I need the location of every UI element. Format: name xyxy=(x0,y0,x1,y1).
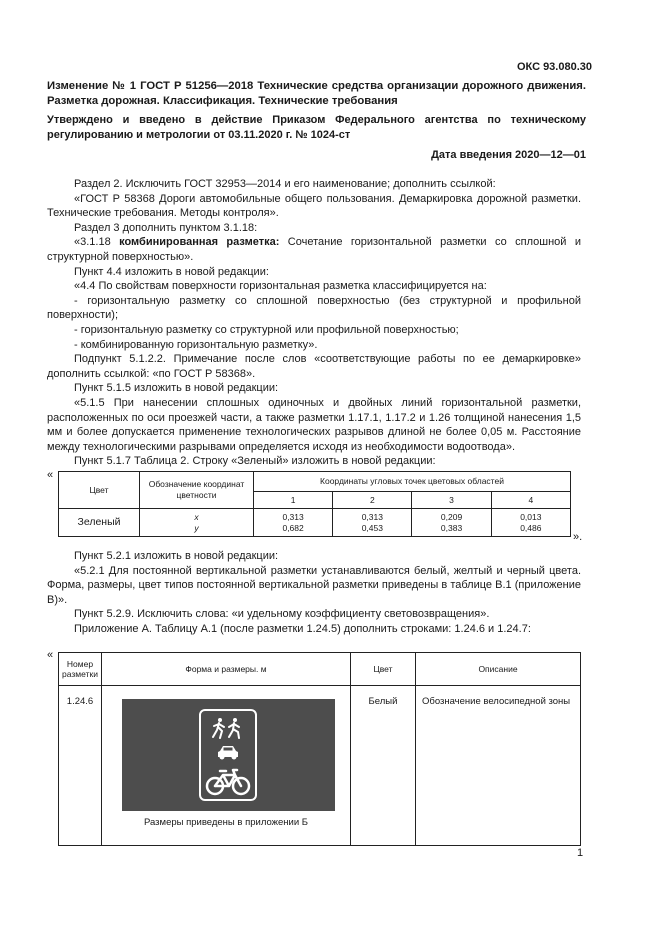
row-marking-number: 1.24.6 xyxy=(59,686,102,846)
open-quote: « xyxy=(47,469,54,481)
paragraph: Подпункт 5.1.2.2. Примечание после слов «соответствующие работы по ее демаркировке» дополнить ссылкой: «по ГОСТ Р 58368». xyxy=(47,353,581,380)
marking-frame xyxy=(199,709,257,801)
table-cell xyxy=(254,509,333,537)
table-cell xyxy=(333,509,412,537)
row-color: Белый xyxy=(351,686,416,846)
term-definition xyxy=(47,235,581,264)
introduction-date: Дата введения 2020—12—01 xyxy=(431,149,586,161)
header-point: 2 xyxy=(333,492,412,509)
bicycle-zone-marking-image xyxy=(122,699,335,811)
paragraph: Пункт 5.2.1 изложить в новой редакции: xyxy=(74,550,279,562)
header-point: 4 xyxy=(491,492,570,509)
y-value: 0,383 xyxy=(440,522,463,533)
classifier-code: ОКС 93.080.30 xyxy=(516,61,592,73)
paragraph: Пункт 5.1.5 изложить в новой редакции: xyxy=(74,382,279,395)
y-label: y xyxy=(194,522,199,533)
term-text: Сочетание горизонтальной разметки со сплошной и структурной поверхностью». xyxy=(47,236,581,263)
header-description: Описание xyxy=(416,653,581,686)
car-icon xyxy=(217,744,239,760)
paragraph: «4.4 По свойствам поверхности горизонтальная разметка классифицируется на: xyxy=(74,280,487,293)
amendment-text-block xyxy=(47,177,581,469)
y-value: 0,486 xyxy=(520,522,542,533)
list-item: - горизонтальную разметку со структурной или профильной поверхностью; xyxy=(74,323,459,336)
header-point: 1 xyxy=(254,492,333,509)
header-shape-size: Форма и размеры. м xyxy=(102,653,351,686)
paragraph: Пункт 5.1.7 Таблица 2. Строку «Зеленый» изложить в новой редакции: xyxy=(74,455,436,468)
row-color-name: Зеленый xyxy=(59,509,140,537)
x-value: 0,209 xyxy=(440,511,463,522)
paragraph: «5.1.5 При нанесении сплошных одиночных и двойных линий горизонтальной разметки, расположенных по оси проезжей части, а также разметки 1.17.1, 1.17.2 и 1.26 толщиной нанесения 1,5 мм и более допускается применение технологических разрывов длиной не более 0,05 м. Расстояние между технологическими разрывами определяется исходя из необходимости водоотвода». xyxy=(47,396,581,453)
header-corner-points: Координаты угловых точек цветовых областей xyxy=(254,472,571,492)
x-value: 0,313 xyxy=(282,511,304,522)
color-coordinates-table xyxy=(58,471,571,537)
paragraph: Раздел 3 дополнить пунктом 3.1.18: xyxy=(74,221,258,234)
header-point: 3 xyxy=(412,492,491,509)
y-value: 0,682 xyxy=(282,522,304,533)
table-cell xyxy=(491,509,570,537)
x-value: 0,013 xyxy=(520,511,542,522)
table-cell xyxy=(412,509,491,537)
header-color: Цвет xyxy=(351,653,416,686)
x-value: 0,313 xyxy=(361,511,383,522)
y-value: 0,453 xyxy=(361,522,383,533)
x-label: x xyxy=(194,511,199,522)
list-item: - горизонтальную разметку со сплошной поверхностью (без структурной и профильной поверхности); xyxy=(47,294,581,322)
pedestrians-icon xyxy=(211,717,245,739)
page-number: 1 xyxy=(577,847,584,859)
document-title: Изменение № 1 ГОСТ Р 51256—2018 Технические средства организации дорожного движения. Разметка дорожная. Классификация. Технические требования xyxy=(47,80,586,107)
header-coordinates: Обозначение координат цветности xyxy=(140,472,254,509)
paragraph: Раздел 2. Исключить ГОСТ 32953—2014 и его наименование; дополнить ссылкой: xyxy=(74,178,496,190)
paragraph: Пункт 5.2.9. Исключить слова: «и удельному коэффициенту световозвращения». xyxy=(74,608,490,621)
header-color: Цвет xyxy=(59,472,140,509)
approval-text: Утверждено и введено в действие Приказом Федерального агентства по техническому регулированию и метрологии от 03.11.2020 г. № 1024-ст xyxy=(47,114,586,141)
close-quote: ». xyxy=(573,531,583,543)
row-description: Обозначение велосипедной зоны xyxy=(416,686,581,846)
header-marking-number: Номер разметки xyxy=(59,653,102,686)
paragraph: «ГОСТ Р 58368 Дороги автомобильные общего пользования. Демаркировка дорожной разметки. Технические требования. Методы контроля». xyxy=(47,192,581,220)
open-quote: « xyxy=(47,649,54,661)
list-item: - комбинированную горизонтальную разметку». xyxy=(74,338,318,351)
sizes-note: Размеры приведены в приложении Б xyxy=(143,817,309,828)
paragraph: Приложение А. Таблицу А.1 (после разметки 1.24.5) дополнить строками: 1.24.6 и 1.24.7: xyxy=(74,622,531,635)
term-number: «3.1.18 xyxy=(74,236,120,249)
paragraph: Пункт 4.4 изложить в новой редакции: xyxy=(74,265,269,278)
bicycle-icon xyxy=(204,768,252,796)
paragraph: «5.2.1 Для постоянной вертикальной разметки устанавливаются белый, желтый и черный цвета. Форма, размеры, цвет типов постоянной вертикальной разметки приведены в таблице В.1 (приложение В)». xyxy=(47,564,581,606)
term-name: комбинированная разметка: xyxy=(119,236,280,249)
amendment-text-block-2 xyxy=(47,549,581,637)
row-coordinate-labels xyxy=(140,509,254,537)
